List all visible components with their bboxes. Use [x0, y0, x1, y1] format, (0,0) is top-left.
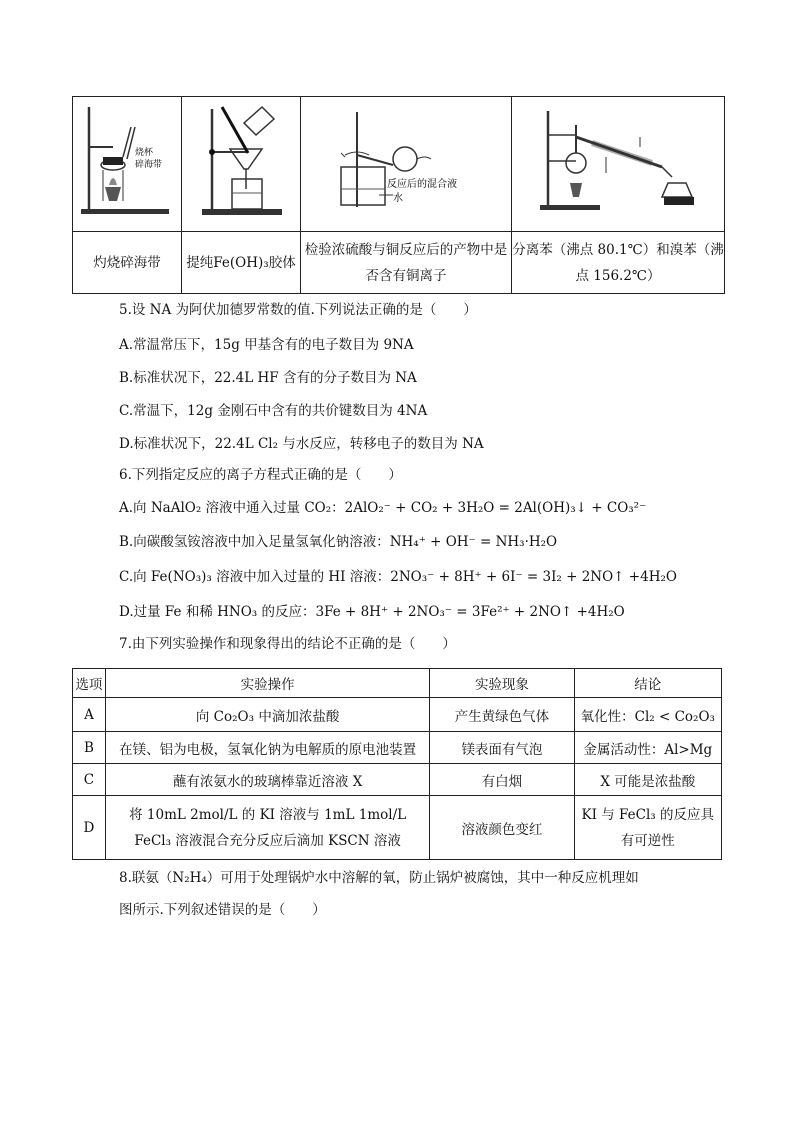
image-label: 水: [393, 193, 403, 204]
table-row: [73, 764, 722, 796]
q7-cell: B: [73, 732, 106, 764]
q8-line1: 8.联氨（N₂H₄）可用于处理锅炉水中溶解的氧，防止锅炉被腐蚀，其中一种反应机理如: [119, 870, 639, 886]
q6-option-d: D.过量 Fe 和稀 HNO₃ 的反应：3Fe + 8H⁺ + 2NO₃⁻ = 3Fe²⁺ + 2NO↑ +4H₂O: [119, 604, 625, 620]
q5-stem: 5.设 NA 为阿伏加德罗常数的值.下列说法正确的是（ ）: [119, 302, 477, 318]
caption-distill: 分离苯（沸点 80.1℃）和溴苯（沸点 156.2℃）: [512, 232, 725, 294]
q7-cell: 向 Co₂O₃ 中滴加浓盐酸: [105, 698, 429, 732]
q7-cell: D: [73, 796, 106, 860]
image-label: 烧杯: [135, 148, 154, 158]
image-label: 反应后的混合液: [387, 179, 457, 190]
q5-option-c: C.常温下，12g 金刚石中含有的共价键数目为 4NA: [119, 403, 428, 419]
q7-cell: 蘸有浓氨水的玻璃棒靠近溶液 X: [105, 764, 429, 796]
q7-table: [72, 668, 722, 860]
q6-option-c: C.向 Fe(NO₃)₃ 溶液中加入过量的 HI 溶液：2NO₃⁻ + 8H⁺ + 6I⁻ = 3I₂ + 2NO↑ +4H₂O: [119, 569, 677, 585]
apparatus-image-distill: [512, 97, 725, 232]
caption-burn: 灼烧碎海带: [73, 232, 182, 294]
q7-cell: X 可能是浓盐酸: [574, 764, 721, 796]
q5-option-b: B.标准状况下，22.4L HF 含有的分子数目为 NA: [119, 370, 417, 386]
distillation-apparatus-icon: [512, 97, 724, 227]
q8-line2: 图所示.下列叙述错误的是（ ）: [119, 902, 326, 918]
q7-cell: 镁表面有气泡: [430, 732, 574, 764]
caption-test: 检验浓硫酸与铜反应后的产物中是否含有铜离子: [301, 232, 512, 294]
q7-cell: A: [73, 698, 106, 732]
q7-stem: 7.由下列实验操作和现象得出的结论不正确的是（ ）: [119, 636, 456, 652]
table-row: [73, 732, 722, 764]
caption-filter: 提纯Fe(OH)₃胶体: [182, 232, 301, 294]
q7-cell: 氧化性：Cl₂ < Co₂O₃: [574, 698, 721, 732]
q7-header: 实验操作: [105, 669, 429, 698]
q7-header: 选项: [73, 669, 106, 698]
test-apparatus-icon: [301, 97, 511, 227]
q7-header: 实验现象: [430, 669, 574, 698]
q6-option-b: B.向碳酸氢铵溶液中加入足量氢氧化钠溶液：NH₄⁺ + OH⁻ = NH₃·H₂O: [119, 534, 558, 550]
table-row: [73, 698, 722, 732]
filtration-apparatus-icon: [182, 97, 300, 227]
q6-stem: 6.下列指定反应的离子方程式正确的是（ ）: [119, 467, 402, 483]
table-row: [73, 796, 722, 860]
q7-cell: 有白烟: [430, 764, 574, 796]
apparatus-image-test: [301, 97, 512, 232]
q7-header: 结论: [574, 669, 721, 698]
apparatus-table: [72, 96, 725, 294]
q5-option-a: A.常温常压下，15g 甲基含有的电子数目为 9NA: [119, 337, 414, 353]
q7-cell: 在镁、铝为电极，氢氧化钠为电解质的原电池装置: [105, 732, 429, 764]
apparatus-image-filter: [182, 97, 301, 232]
q5-option-d: D.标准状况下，22.4L Cl₂ 与水反应，转移电子的数目为 NA: [119, 436, 484, 452]
q7-cell: 溶液颜色变红: [430, 796, 574, 860]
apparatus-image-burn: [73, 97, 182, 232]
q6-option-a: A.向 NaAlO₂ 溶液中通入过量 CO₂：2AlO₂⁻ + CO₂ + 3H₂O = 2Al(OH)₃↓ + CO₃²⁻: [119, 500, 647, 516]
q7-cell: 产生黄绿色气体: [430, 698, 574, 732]
burning-apparatus-icon: [73, 97, 181, 227]
q7-cell: C: [73, 764, 106, 796]
q7-cell: KI 与 FeCl₃ 的反应具有可逆性: [574, 796, 721, 860]
q7-cell: 金属活动性：Al>Mg: [574, 732, 721, 764]
q7-cell: 将 10mL 2mol/L 的 KI 溶液与 1mL 1mol/L FeCl₃ 溶液混合充分反应后滴加 KSCN 溶液: [105, 796, 429, 860]
image-label: 碎海带: [135, 160, 163, 170]
